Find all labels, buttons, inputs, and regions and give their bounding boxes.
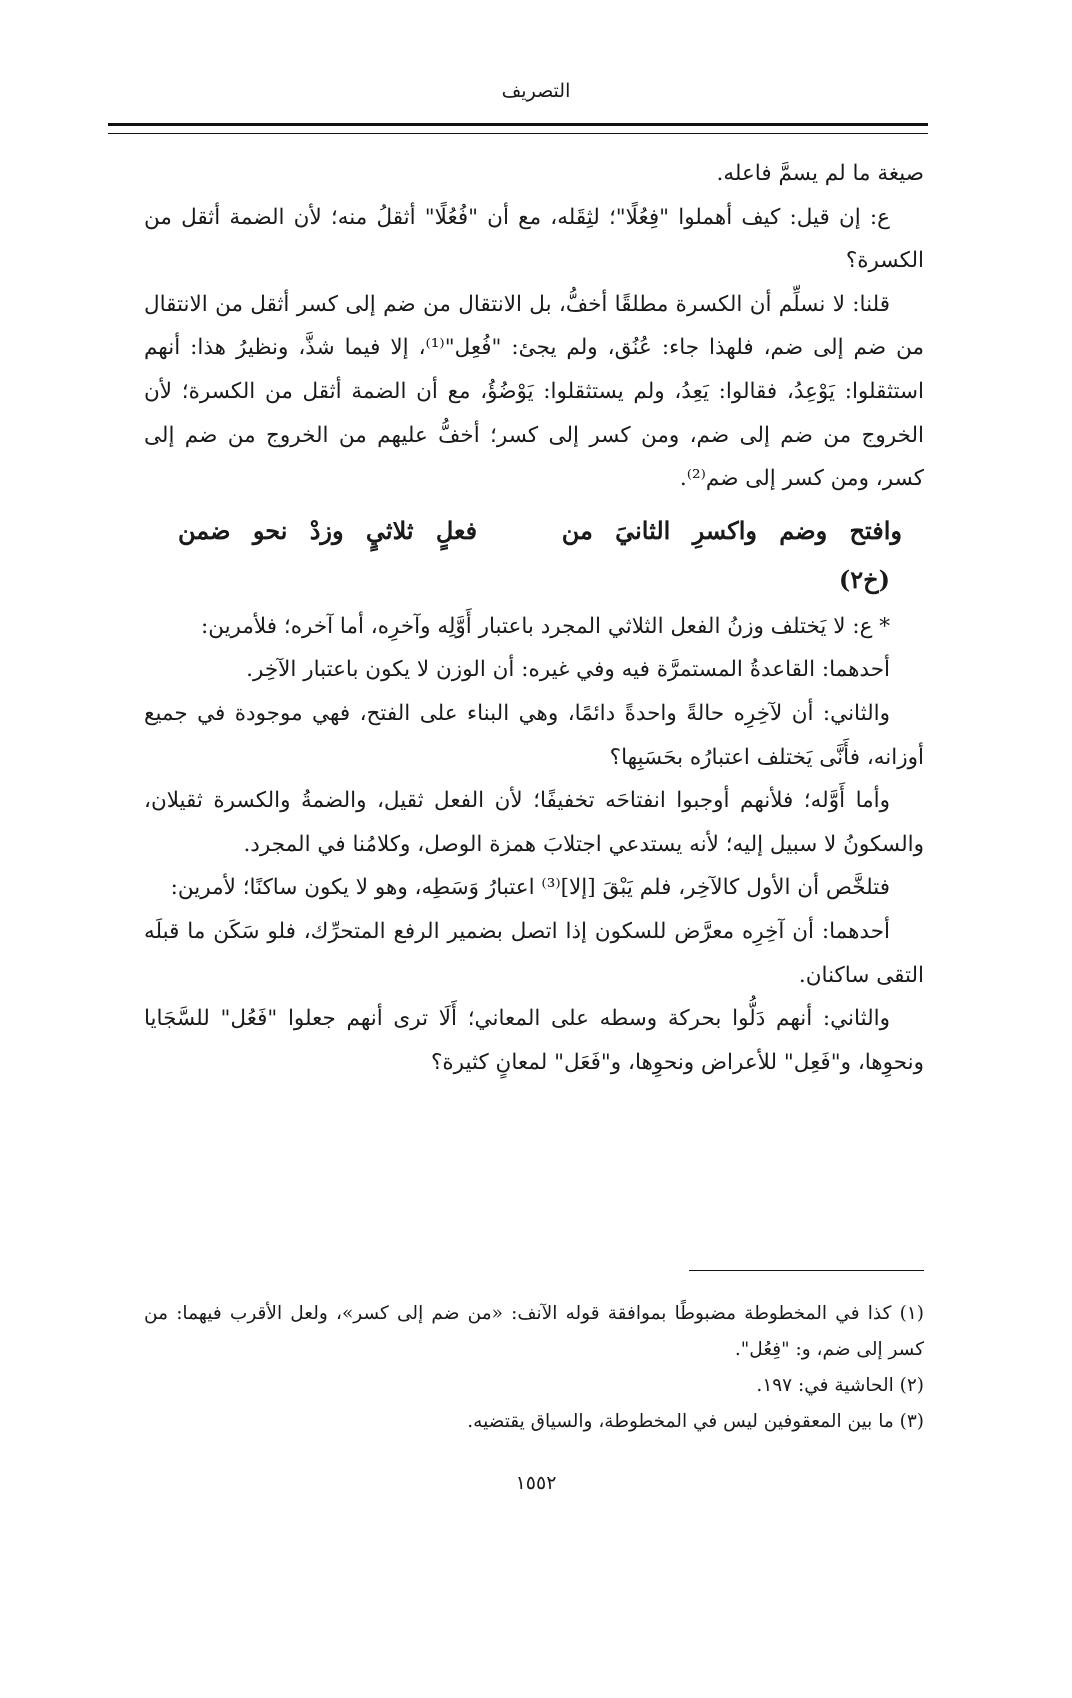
poem-verse [144, 507, 924, 555]
paragraph: وأما أَوَّله؛ فلأنهم أوجبوا انفتاحَه تخفيفًا؛ لأن الفعل ثقيل، والضمةُ والكسرة ثقيلان، والسكونُ لا سبيل إليه؛ لأنه يستدعي اجتلابَ همزة الوصل، وكلامُنا في المجرد. [144, 788, 924, 857]
footnote: (٣) ما بين المعقوفين ليس في المخطوطة، والسياق يقتضيه. [467, 1411, 924, 1432]
footnotes [144, 1296, 924, 1440]
paragraph: ع: إن قيل: كيف أهملوا "فِعُلًا"؛ لثِقَله، مع أن "فُعُلًا" أثقلُ منه؛ لأن الضمة أثقل من الكسرة؟ [144, 204, 924, 274]
page-number: ١٥٥٢ [515, 1472, 557, 1494]
header-rule-thin [108, 133, 928, 134]
running-header: التصريف [501, 80, 571, 102]
verse-reference: (خ٢) [838, 564, 890, 594]
paragraph: أحدهما: القاعدةُ المستمرَّة فيه وفي غيره: أن الوزن لا يكون باعتبار الآخِر. [246, 657, 890, 683]
paragraph: والثاني: أن لآخِرِه حالةً واحدةً دائمًا، وهي البناء على الفتح، فهي موجودة في جميع أوزانه، فأَنَّى يَختلف اعتبارُه بحَسَبِها؟ [144, 700, 924, 770]
verse-word: وافتح [849, 515, 902, 545]
verse-word: واكسرِ [692, 515, 757, 545]
verse-word: وضم [779, 515, 828, 545]
verse-word: نحو [252, 515, 288, 545]
paragraph: صيغة ما لم يسمَّ فاعله. [716, 161, 924, 186]
paragraph: قلنا: لا نسلِّم أن الكسرة مطلقًا أخفُّ، بل الانتقال من ضم إلى كسر أثقل من الانتقال من ضم إلى ضم، فلهذا جاء: عُنُق، ولم يجئ: "فُعِل"⁽¹⁾، إلا فيما شذَّ، ونظيرُ هذا: أنهم استثقلوا: يَوْعِدُ، فقالوا: يَعِدُ، ولم يستثقلوا: يَوْضُؤُ، مع أن الضمة أثقل من الكسرة؛ لأن الخروج من ضم إلى ضم، ومن كسر إلى كسر؛ أخفُّ عليهم من الخروج من ضم إلى كسر، ومن كسر إلى ضم⁽²⁾. [144, 291, 924, 492]
verse-word: ثلاثيٍ [365, 515, 414, 545]
verse-word: فعلٍ [435, 515, 478, 545]
footnote: (١) كذا في المخطوطة مضبوطًا بموافقة قوله الآنف: «من ضم إلى كسر»، ولعل الأقرب فيهما: من كسر إلى ضم، و: "فِعُل". [144, 1303, 924, 1360]
footnote-separator [689, 1270, 924, 1271]
verse-word: وزدْ [309, 515, 344, 545]
paragraph: * ع: لا يَختلف وزنُ الفعل الثلاثي المجرد باعتبار أَوَّلِه وآخرِه، أما آخره؛ فلأمرين: [200, 613, 890, 639]
verse-word: من [561, 515, 593, 545]
paragraph: فتلخَّص أن الأول كالآخِر، فلم يَبْقَ [إلا]⁽³⁾ اعتبارُ وَسَطِه، وهو لا يكون ساكنًا؛ لأمرين: [170, 875, 890, 901]
paragraph: والثاني: أنهم دَلُّوا بحركة وسطه على المعاني؛ أَلَا ترى أنهم جعلوا "فَعُل" للسَّجَايا ونحوِها، و"فَعِل" للأعراض ونحوِها، و"فَعَل" لمعانٍ كثيرة؟ [144, 1006, 924, 1075]
main-text [144, 152, 924, 1084]
header-rule-thick [108, 123, 928, 126]
paragraph: أحدهما: أن آخِرِه معرَّض للسكون إذا اتصل بضمير الرفع المتحرِّك، فلو سَكَن ما قبلَه التقى ساكنان. [144, 918, 924, 988]
verse-word: ضمن [178, 515, 231, 545]
footnote: (٢) الحاشية في: ١٩٧. [756, 1375, 924, 1396]
verse-word: الثانيَ [615, 515, 671, 545]
